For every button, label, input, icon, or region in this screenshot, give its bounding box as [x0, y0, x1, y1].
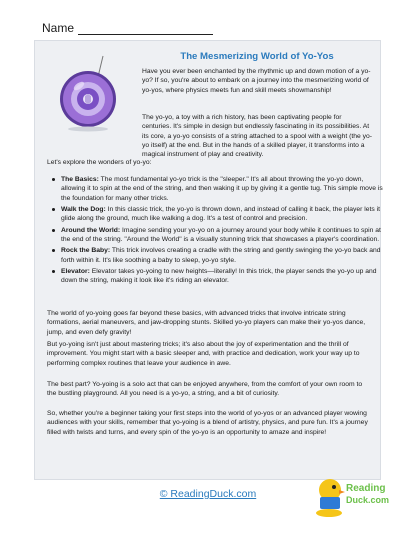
- trick-description: Imagine sending your yo-yo on a journey around your body while it continues to spin at the end of the string. "Around the World" is a visually stunning trick that showcases a player's coordination.: [61, 226, 381, 244]
- name-label: Name: [42, 21, 75, 35]
- reading-duck-logo: [314, 470, 390, 520]
- list-item: [61, 246, 386, 265]
- name-field-row: [42, 21, 213, 35]
- readingduck-link[interactable]: © ReadingDuck.com: [159, 488, 257, 500]
- tricks-list: [47, 175, 386, 288]
- intro-paragraph: Have you ever been enchanted by the rhythmic up and down motion of a yo-yo? If so, you're about to embark on a journey into the mesmerizing world of yo-yos, where physics meets fun and skill meets showmanship!: [142, 68, 371, 94]
- list-item: [61, 226, 386, 245]
- logo-text-line2: Duck.com: [346, 495, 390, 505]
- history-paragraph: The yo-yo, a toy with a rich history, has been captivating people for centuries. It's simple in design but endlessly fascinating in its possibilities. At its core, a yo-yo consists of a string attached to a spool with a weight (the yo-yo itself) at the end. But in the hands of a skilled player, it transforms into a magical instrument of play and creativity.: [142, 114, 372, 159]
- trick-description: Elevator takes yo-yoing to new heights—literally! In this trick, the player sends the yo-yo up and down the string, making it look like it's riding an elevator.: [61, 268, 377, 285]
- trick-description: This trick involves creating a cradle with the string and gently swinging the yo-yo back and forth within it. It's like soothing a baby to sleep, yo-yo style.: [61, 247, 381, 264]
- yoyo-illustration: [48, 53, 128, 133]
- name-blank-line[interactable]: [78, 24, 213, 35]
- logo-text-line1: Reading: [346, 483, 386, 494]
- trick-name: Walk the Dog:: [61, 206, 106, 214]
- trick-description: The most fundamental yo-yo trick is the "sleeper." It's all about throwing the yo-yo down, allowing it to spin at the end of the string, and then waking it up by giving it a gentle tug. This simple move is the foundation for many other tricks.: [61, 176, 383, 202]
- trick-description: In this classic trick, the yo-yo is thrown down, and instead of calling it back, the player lets it glide along the ground, much like walking a dog. It's a test of control and precision.: [61, 206, 381, 223]
- trick-name: Around the World:: [61, 226, 121, 234]
- best-part-paragraph: The best part? Yo-yoing is a solo act that can be enjoyed anywhere, from the comfort of your own room to the bustling playground. All you need is a yo-yo, a string, and a bit of curiosity.: [47, 381, 363, 398]
- advanced-paragraph: The world of yo-yoing goes far beyond these basics, with advanced tricks that involve intricate string formations, aerial maneuvers, and jaw-dropping stunts. Skilled yo-yo players can make their yo-yos dance, jump, and even defy gravity!: [47, 310, 366, 336]
- list-item: [61, 267, 386, 286]
- trick-name: The Basics:: [61, 176, 99, 183]
- trick-name: Rock the Baby:: [61, 247, 111, 255]
- conclusion-paragraph: So, whether you're a beginner taking your first steps into the world of yo-yos or an advanced player wowing audiences with your skills, remember that yo-yoing is a blend of artistry, physics, and pure fun. It's a journey filled with twists and turns, and every spin of the yo-yo is an opportunity to amaze and inspire!: [47, 410, 368, 436]
- practice-paragraph: But yo-yoing isn't just about mastering tricks; it's also about the joy of experimentation and the thrill of improvement. You might start with a basic sleeper and, with practice and dedication, work your way up to performing complex routines that leave your audience in awe.: [47, 341, 360, 367]
- article-title: The Mesmerizing World of Yo-Yos: [180, 51, 334, 62]
- list-item: [61, 205, 386, 224]
- explore-paragraph: Let's explore the wonders of yo-yo:: [47, 159, 152, 166]
- list-item: [61, 175, 386, 203]
- trick-name: Elevator:: [61, 268, 90, 276]
